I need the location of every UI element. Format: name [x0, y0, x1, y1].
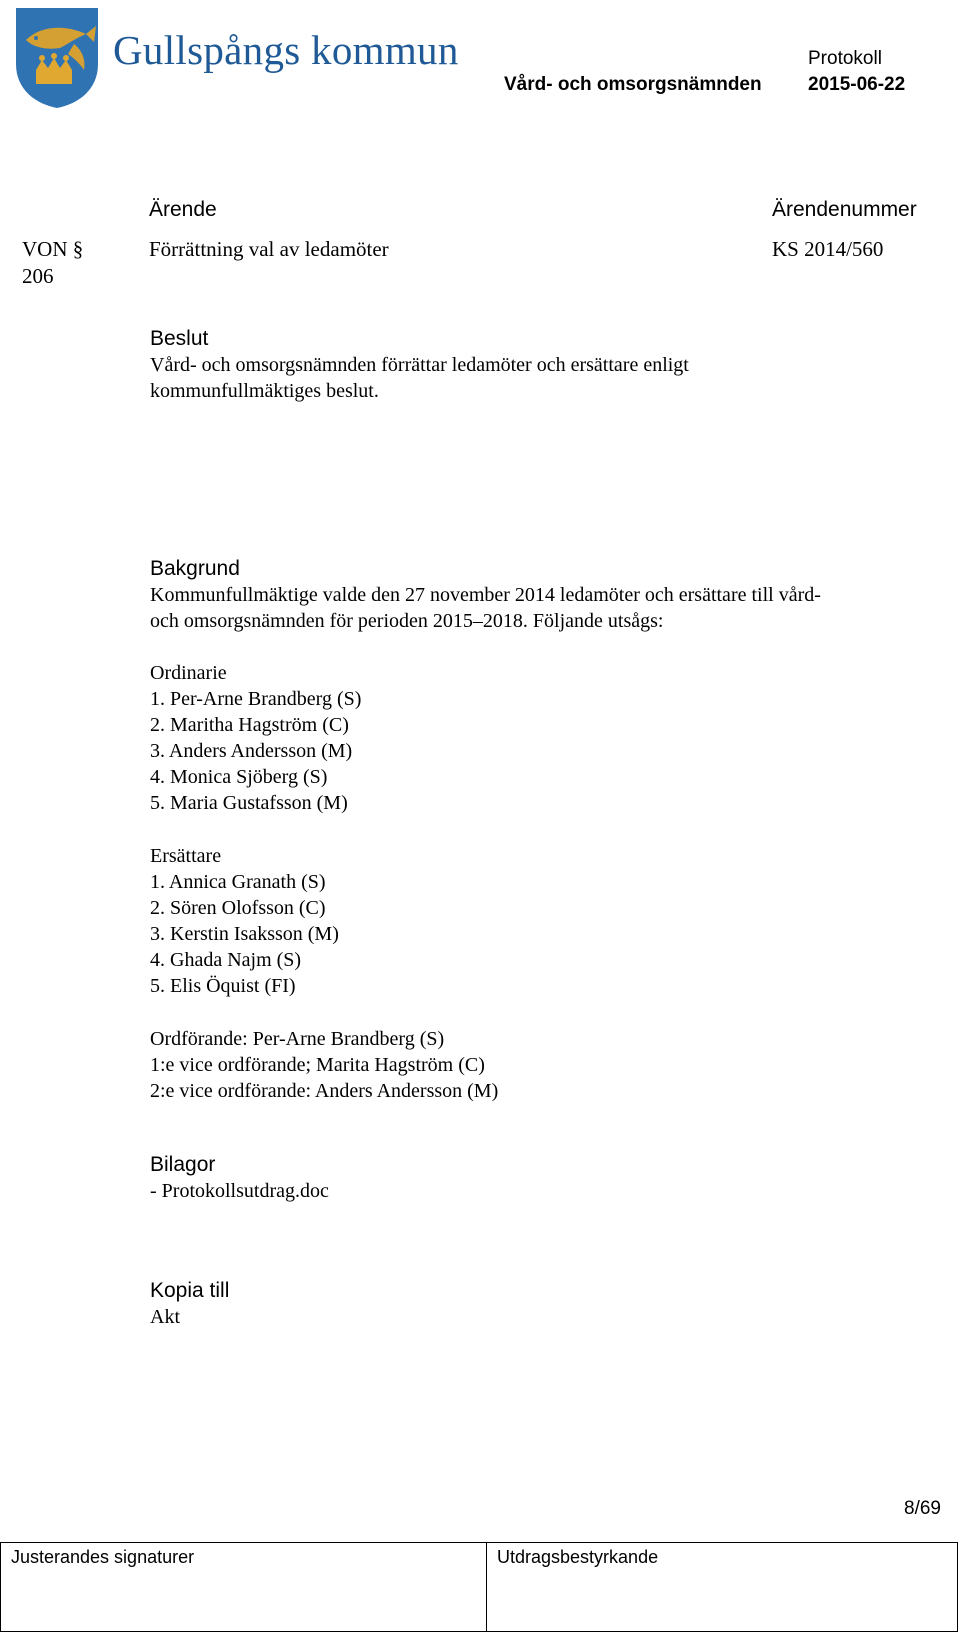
list-item: 4. Ghada Najm (S): [150, 949, 302, 971]
substitute-members-heading: Ersättare: [150, 845, 222, 867]
background-heading: Bakgrund: [150, 557, 240, 580]
page-number: 8/69: [904, 1498, 941, 1519]
case-number: KS 2014/560: [772, 237, 884, 261]
substitute-members-list: [150, 843, 339, 999]
decision-text-line: kommunfullmäktiges beslut.: [150, 380, 379, 402]
regular-members-list: [150, 660, 361, 816]
document-type: Protokoll: [808, 48, 882, 69]
decision-text-line: Vård- och omsorgsnämnden förrättar ledamöter och ersättare enligt: [150, 354, 689, 376]
municipality-coat-of-arms-logo: [12, 4, 102, 110]
copy-to-section: [150, 1278, 229, 1330]
background-section: [150, 556, 920, 634]
case-title: Förrättning val av ledamöter: [149, 237, 389, 261]
extract-verification-label: Utdragsbestyrkande: [497, 1547, 659, 1567]
list-item: 5. Elis Öquist (FI): [150, 975, 296, 997]
background-text-line: Kommunfullmäktige valde den 27 november 2014 ledamöter och ersättare till vård-: [150, 584, 821, 606]
attachments-section: [150, 1152, 329, 1204]
list-item: 2. Maritha Hagström (C): [150, 714, 349, 736]
list-item: 1. Annica Granath (S): [150, 871, 326, 893]
list-item: 4. Monica Sjöberg (S): [150, 766, 328, 788]
signatures-label: Justerandes signaturer: [11, 1547, 195, 1567]
list-item: 5. Maria Gustafsson (M): [150, 792, 348, 814]
background-text-line: och omsorgsnämnden för perioden 2015‒2018. Följande utsågs:: [150, 610, 664, 632]
regular-members-heading: Ordinarie: [150, 662, 227, 684]
list-item: 3. Kerstin Isaksson (M): [150, 923, 339, 945]
list-item: 3. Anders Andersson (M): [150, 740, 353, 762]
paragraph-reference: VON § 206: [22, 237, 84, 288]
copy-to-item: Akt: [150, 1306, 180, 1328]
document-date: 2015-06-22: [808, 74, 906, 95]
list-item: 1. Per-Arne Brandberg (S): [150, 688, 362, 710]
list-item: 2. Sören Olofsson (C): [150, 897, 326, 919]
roles-list: [150, 1026, 498, 1104]
attachment-item: - Protokollsutdrag.doc: [150, 1180, 329, 1202]
committee-name: Vård- och omsorgsnämnden: [504, 74, 762, 95]
chair-line: Ordförande: Per-Arne Brandberg (S): [150, 1028, 445, 1050]
extract-verification-cell: [487, 1543, 958, 1632]
signatures-cell: [1, 1543, 487, 1632]
case-label: Ärende: [149, 198, 217, 221]
decision-heading: Beslut: [150, 327, 209, 350]
attachments-heading: Bilagor: [150, 1153, 216, 1176]
second-vice-chair-line: 2:e vice ordförande: Anders Andersson (M): [150, 1080, 499, 1102]
decision-section: [150, 326, 689, 404]
case-number-label: Ärendenummer: [772, 198, 917, 221]
municipality-name: Gullspångs kommun: [113, 27, 459, 73]
signature-table: [0, 1542, 958, 1632]
first-vice-chair-line: 1:e vice ordförande; Marita Hagström (C): [150, 1054, 485, 1076]
copy-to-heading: Kopia till: [150, 1279, 230, 1302]
